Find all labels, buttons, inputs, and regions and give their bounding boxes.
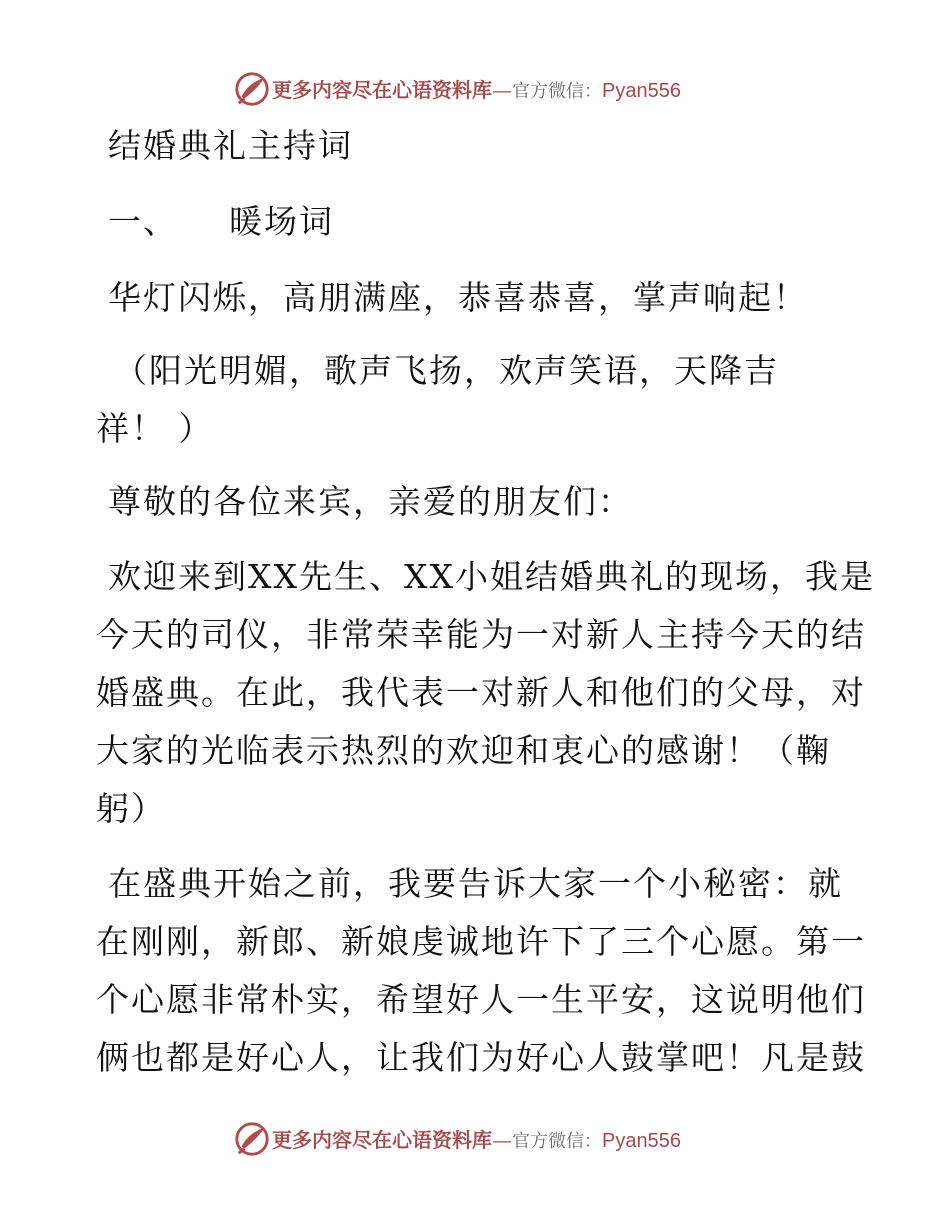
document-title: 结婚典礼主持词 [108, 126, 353, 165]
paragraph-line: 华灯闪烁，高朋满座，恭喜恭喜，掌声响起！ [108, 278, 808, 317]
banner-site-name: 更多内容尽在心语资料库 [272, 1128, 492, 1152]
section-number: 一、 [108, 202, 178, 241]
paragraph-line: 在刚刚，新郎、新娘虔诚地许下了三个心愿。第一 [96, 922, 866, 961]
logo-icon [233, 70, 271, 108]
banner-text [272, 1128, 681, 1154]
paragraph-line: 婚盛典。在此，我代表一对新人和他们的父母，对 [96, 673, 866, 712]
banner-site-name: 更多内容尽在心语资料库 [272, 78, 492, 102]
banner-wechat-id: Pyan556 [602, 1130, 681, 1152]
paragraph-line: 大家的光临表示热烈的欢迎和衷心的感谢！（鞠 [96, 731, 831, 770]
paragraph-line: 俩也都是好心人，让我们为好心人鼓掌吧！凡是鼓 [96, 1038, 866, 1077]
logo-icon [233, 1120, 271, 1158]
paragraph-line: 今天的司仪，非常荣幸能为一对新人主持今天的结 [96, 615, 866, 654]
paragraph-line: 在盛典开始之前，我要告诉大家一个小秘密：就 [108, 864, 843, 903]
paragraph-line: 个心愿非常朴实，希望好人一生平安，这说明他们 [96, 980, 866, 1019]
paragraph-line: 尊敬的各位来宾，亲爱的朋友们： [108, 482, 633, 521]
paragraph-line: 祥！ ） [96, 409, 214, 448]
paragraph-line: （阳光明媚，歌声飞扬，欢声笑语，天降吉 [114, 351, 779, 390]
paragraph-line: 躬） [96, 789, 166, 828]
banner-wechat-label: 官方微信： [512, 81, 602, 102]
banner-dash: — [492, 1128, 512, 1152]
footer-banner [0, 1118, 950, 1162]
banner-dash: — [492, 78, 512, 102]
banner-wechat-label: 官方微信： [512, 1131, 602, 1152]
paragraph-line: 欢迎来到XX先生、XX小姐结婚典礼的现场，我是 [108, 557, 875, 596]
header-banner [0, 68, 950, 112]
banner-wechat-id: Pyan556 [602, 80, 681, 102]
banner-text [272, 78, 681, 104]
section-title: 暖场词 [229, 202, 334, 241]
